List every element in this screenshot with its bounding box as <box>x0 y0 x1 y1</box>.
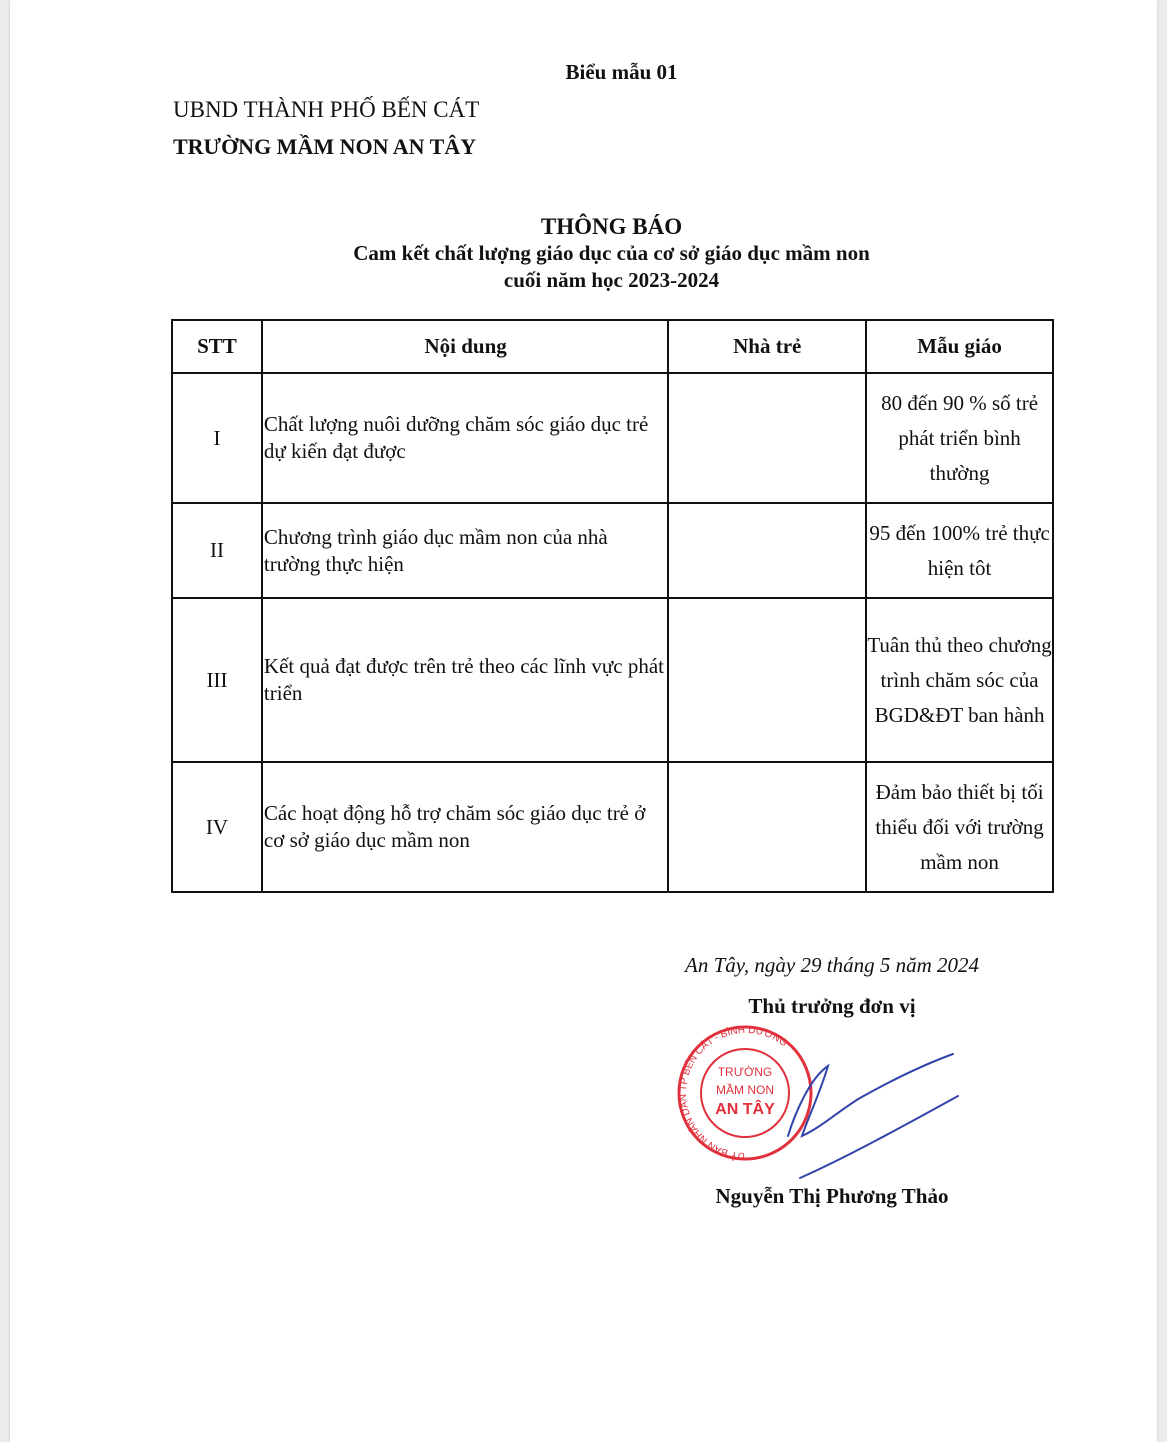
cell-nha-tre <box>668 762 866 892</box>
org-parent: UBND THÀNH PHỐ BẾN CÁT <box>173 97 480 122</box>
title-school-year: cuối năm học 2023-2024 <box>503 268 720 292</box>
cell-mau-giao: 80 đến 90 % số trẻ phát triển bình thường <box>866 373 1053 503</box>
cell-stt: IV <box>172 762 262 892</box>
header-stt: STT <box>172 320 262 373</box>
cell-stt: I <box>172 373 262 503</box>
cell-content: Kết quả đạt được trên trẻ theo các lĩnh vực phát triển <box>262 598 668 762</box>
title-block <box>10 213 1167 294</box>
cell-nha-tre <box>668 503 866 598</box>
stamp-line3: AN TÂY <box>715 1101 775 1118</box>
form-number: Biểu mẫu 01 <box>565 60 678 84</box>
stamp-seal <box>677 1025 811 1162</box>
cell-stt: III <box>172 598 262 762</box>
signer-role: Thủ trưởng đơn vị <box>748 994 916 1018</box>
cell-mau-giao: 95 đến 100% trẻ thực hiện tôt <box>866 503 1053 598</box>
cell-content: Các hoạt động hỗ trợ chăm sóc giáo dục trẻ ở cơ sở giáo dục mầm non <box>262 762 668 892</box>
place-date: An Tây, ngày 29 tháng 5 năm 2024 <box>685 953 979 977</box>
header-nha-tre: Nhà trẻ <box>668 320 866 373</box>
table-row <box>172 598 1053 762</box>
cell-stt: II <box>172 503 262 598</box>
cell-nha-tre <box>668 373 866 503</box>
cell-content: Chương trình giáo dục mầm non của nhà trường thực hiện <box>262 503 668 598</box>
signer-name: Nguyễn Thị Phương Thảo <box>715 1184 949 1208</box>
cell-content: Chất lượng nuôi dưỡng chăm sóc giáo dục trẻ dự kiến đạt được <box>262 373 668 503</box>
stamp-ring-text: UỶ BAN NHÂN DÂN TP BẾN CÁT - BÌNH DƯƠNG <box>677 1024 790 1162</box>
title-subtitle: Cam kết chất lượng giáo dục của cơ sở giáo dục mầm non <box>353 241 870 265</box>
title-heading: THÔNG BÁO <box>540 214 683 239</box>
handwritten-signature <box>788 1054 958 1178</box>
cell-mau-giao: Đảm bảo thiết bị tối thiểu đối với trường mầm non <box>866 762 1053 892</box>
org-school: TRƯỜNG MẦM NON AN TÂY <box>173 134 477 159</box>
table-header-row <box>172 320 1053 373</box>
cell-mau-giao: Tuân thủ theo chương trình chăm sóc của BGD&ĐT ban hành <box>866 598 1053 762</box>
commitment-table <box>171 319 1054 893</box>
header-content: Nội dung <box>262 320 668 373</box>
table-row <box>172 762 1053 892</box>
cell-nha-tre <box>668 598 866 762</box>
table-row <box>172 373 1053 503</box>
header-mau-giao: Mẫu giáo <box>866 320 1053 373</box>
document-page <box>10 0 1157 1442</box>
official-stamp <box>670 1018 970 1188</box>
stamp-line1: TRƯỜNG <box>717 1065 773 1079</box>
table-row <box>172 503 1053 598</box>
stamp-line2: MẦM NON <box>716 1083 774 1097</box>
